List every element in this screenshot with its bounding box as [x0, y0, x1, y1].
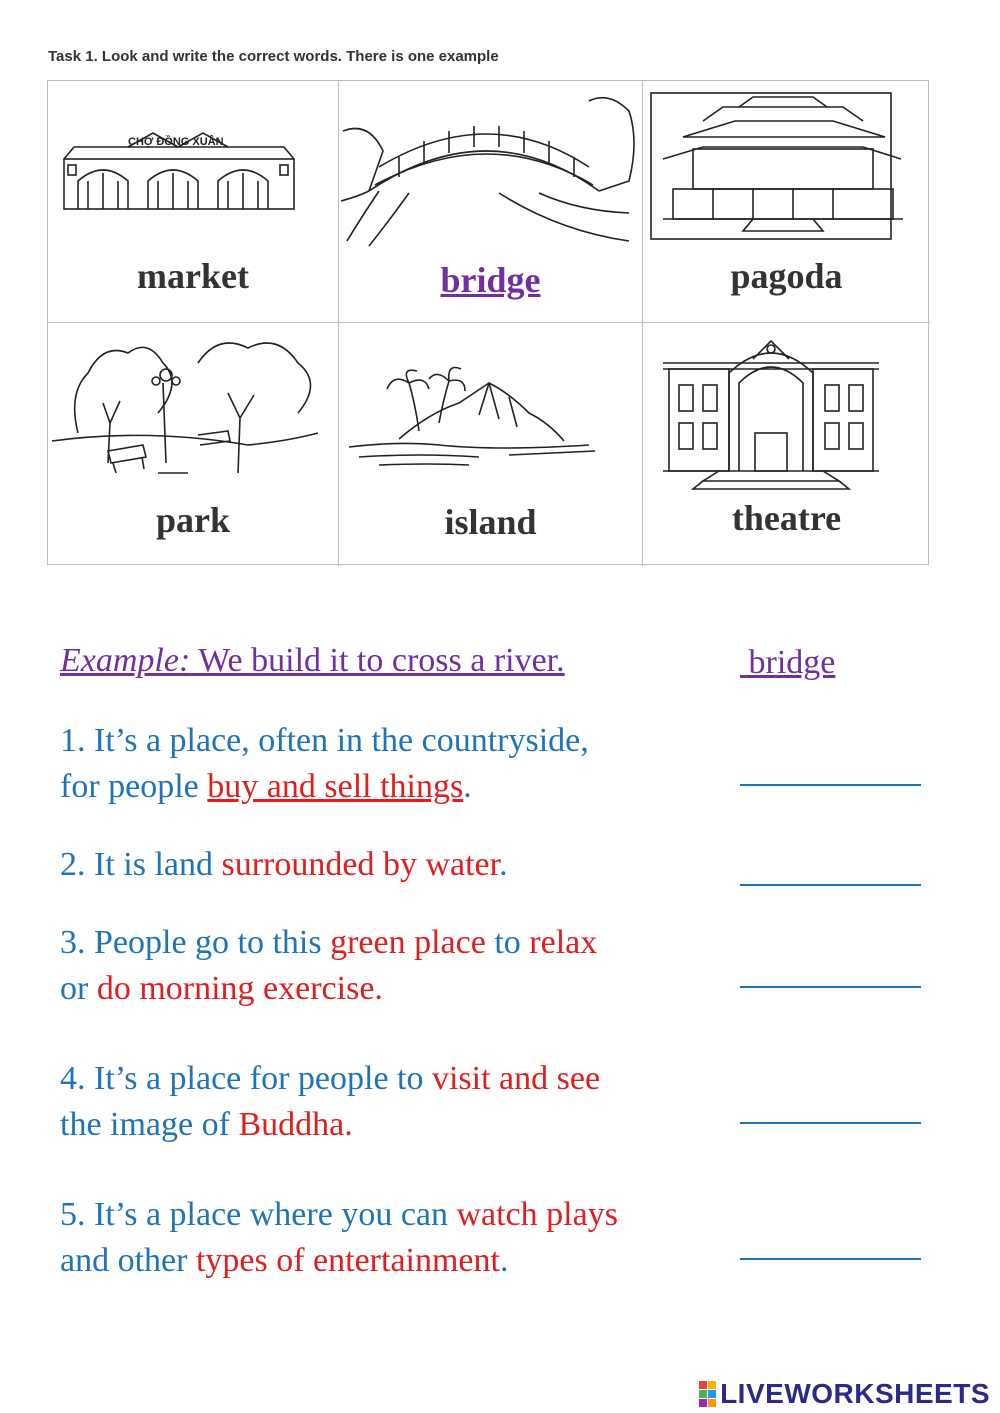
question-1-line-2 — [60, 770, 472, 804]
question-4-line-1 — [60, 1062, 600, 1096]
word-pagoda: pagoda — [730, 256, 843, 296]
logo-text: LIVEWORKSHEETS — [720, 1378, 990, 1409]
q3-key-words-a: green place — [330, 924, 486, 961]
q3-text-b: to — [485, 924, 530, 961]
word-theatre: theatre — [731, 498, 842, 538]
question-1-line-1 — [60, 724, 589, 758]
word-market: market — [137, 256, 249, 296]
q4-key-words-a: visit and see — [431, 1060, 601, 1097]
q5-text-a: 5. It’s a place where you can — [60, 1196, 457, 1233]
q4-text-b: the image of — [60, 1106, 239, 1143]
q2-text-a: 2. It is land — [60, 846, 222, 883]
word-park: park — [155, 500, 231, 540]
q5-text-b: and other — [60, 1242, 196, 1279]
q5-key-words-b: types of entertainment — [195, 1242, 500, 1279]
example-answer: bridge — [740, 644, 836, 681]
example-text: We build it to cross a river. — [190, 642, 565, 679]
question-3-line-2 — [60, 972, 383, 1006]
example-line — [60, 644, 565, 678]
q3-text-c: or — [60, 970, 97, 1007]
question-5-line-2 — [60, 1244, 508, 1278]
q3-text-a: 3. People go to this — [60, 924, 331, 961]
word-bridge: bridge — [440, 260, 541, 300]
q3-key-words-c: do morning exercise. — [96, 970, 383, 1007]
q2-text-b: . — [499, 846, 508, 883]
cell-pagoda — [643, 81, 930, 323]
q1-text-a: 1. It’s a place, often in the countryside, — [60, 722, 589, 759]
answer-blank-3[interactable] — [740, 986, 921, 988]
q5-text-c: . — [499, 1242, 509, 1279]
q1-text-b: for people — [60, 768, 208, 805]
picture-grid — [47, 80, 929, 565]
q2-key-words: surrounded by water — [221, 846, 500, 883]
example-label: Example: — [60, 642, 191, 679]
cell-theatre — [643, 323, 930, 566]
q4-text-a: 4. It’s a place for people to — [60, 1060, 432, 1097]
liveworksheets-logo — [699, 1378, 990, 1410]
word-island: island — [444, 502, 537, 542]
cell-island — [339, 323, 643, 566]
cell-bridge — [339, 81, 643, 323]
question-5-line-1 — [60, 1198, 618, 1232]
logo-icon — [699, 1381, 716, 1407]
q3-key-words-b: relax — [529, 924, 598, 961]
cell-market — [48, 81, 339, 323]
q1-text-c: . — [463, 768, 472, 805]
answer-blank-5[interactable] — [740, 1258, 921, 1260]
q1-key-words: buy and sell things — [207, 768, 464, 805]
answer-blank-4[interactable] — [740, 1122, 921, 1124]
answer-blank-1[interactable] — [740, 784, 921, 786]
cell-park — [48, 323, 339, 566]
task-title: Task 1. Look and write the correct words. There is one example — [48, 48, 499, 65]
question-4-line-2 — [60, 1108, 353, 1142]
market-sign: CHỢ ĐỒNG XUÂN — [128, 136, 224, 148]
q5-key-words-a: watch plays — [456, 1196, 618, 1233]
q4-key-words-b: Buddha. — [238, 1106, 353, 1143]
question-3-line-1 — [60, 926, 597, 960]
answer-blank-2[interactable] — [740, 884, 921, 886]
question-2-line-1 — [60, 848, 508, 882]
